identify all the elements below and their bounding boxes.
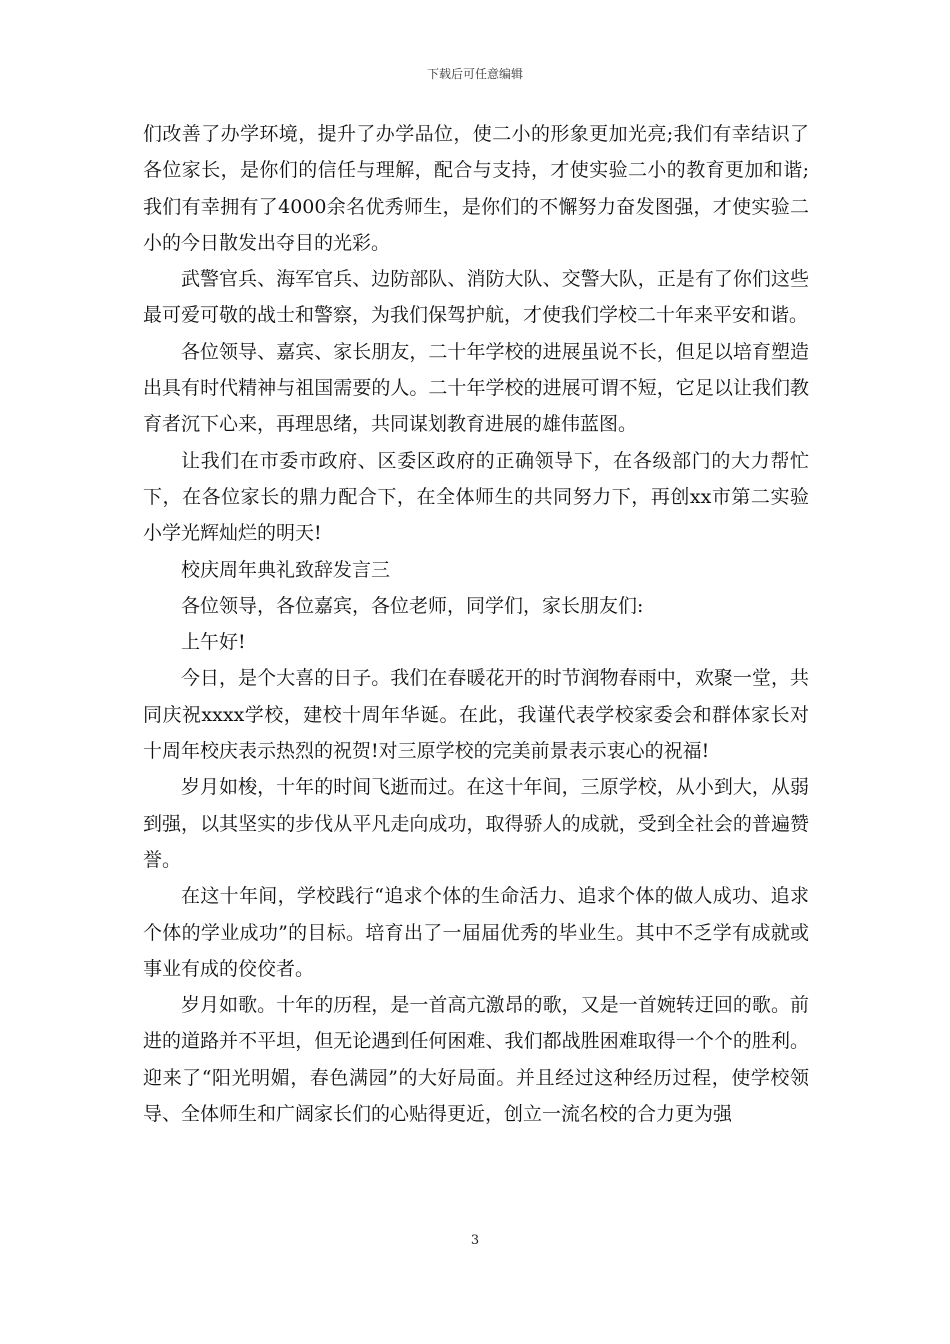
paragraph: 各位领导、嘉宾、家长朋友，二十年学校的进展虽说不长，但足以培育塑造出具有时代精神与祖国需要的人。二十年学校的进展可谓不短，它足以让我们教育者沉下心来，再理思绪，共同谋划教育进展的雄伟蓝图。 bbox=[143, 340, 809, 436]
section-title: 校庆周年典礼致辞发言三 bbox=[181, 558, 391, 581]
page-number: 3 bbox=[470, 1233, 480, 1248]
paragraph: 岁月如歌。十年的历程，是一首高亢激昂的歌，又是一首婉转迂回的歌。前进的道路并不平坦，但无论遇到任何困难、我们都战胜困难取得一个个的胜利。迎来了“阳光明媚，春色满园”的大好局面。并且经过这种经历过程，使学校领导、全体师生和广阔家长们的心贴得更近，创立一流名校的合力更为强 bbox=[143, 994, 809, 1126]
paragraph: 武警官兵、海军官兵、边防部队、消防大队、交警大队，正是有了你们这些最可爱可敬的战士和警察，为我们保驾护航，才使我们学校二十年来平安和谐。 bbox=[143, 268, 809, 327]
salutation: 各位领导，各位嘉宾，各位老师，同学们，家长朋友们: bbox=[181, 594, 644, 617]
paragraph: 今日，是个大喜的日子。我们在春暖花开的时节润物春雨中，欢聚一堂，共同庆祝xxxx学校，建校十周年华诞。在此，我谨代表学校家委会和群体家长对十周年校庆表示热烈的祝贺!对三原学校的完美前景表示衷心的祝福! bbox=[143, 667, 809, 763]
paragraph: 让我们在市委市政府、区委区政府的正确领导下，在各级部门的大力帮忙下，在各位家长的鼎力配合下，在全体师生的共同努力下，再创xx市第二实验小学光辉灿烂的明天! bbox=[143, 449, 809, 545]
paragraph: 们改善了办学环境，提升了办学品位，使二小的形象更加光亮;我们有幸结识了各位家长，是你们的信任与理解，配合与支持，才使实验二小的教育更加和谐;我们有幸拥有了4000余名优秀师生，是你们的不懈努力奋发图强，才使实验二小的今日散发出夺目的光彩。 bbox=[143, 123, 809, 254]
greeting: 上午好! bbox=[181, 631, 246, 654]
paragraph: 岁月如梭，十年的时间飞逝而过。在这十年间，三原学校，从小到大，从弱到强，以其坚实的步伐从平凡走向成功，取得骄人的成就，受到全社会的普遍赞誉。 bbox=[143, 776, 809, 871]
page-header: 下载后可任意编辑 bbox=[426, 67, 523, 81]
paragraph: 在这十年间，学校践行“追求个体的生命活力、追求个体的做人成功、追求个体的学业成功”的目标。培育出了一届届优秀的毕业生。其中不乏学有成就或事业有成的佼佼者。 bbox=[143, 885, 809, 980]
document-body bbox=[143, 116, 809, 1132]
